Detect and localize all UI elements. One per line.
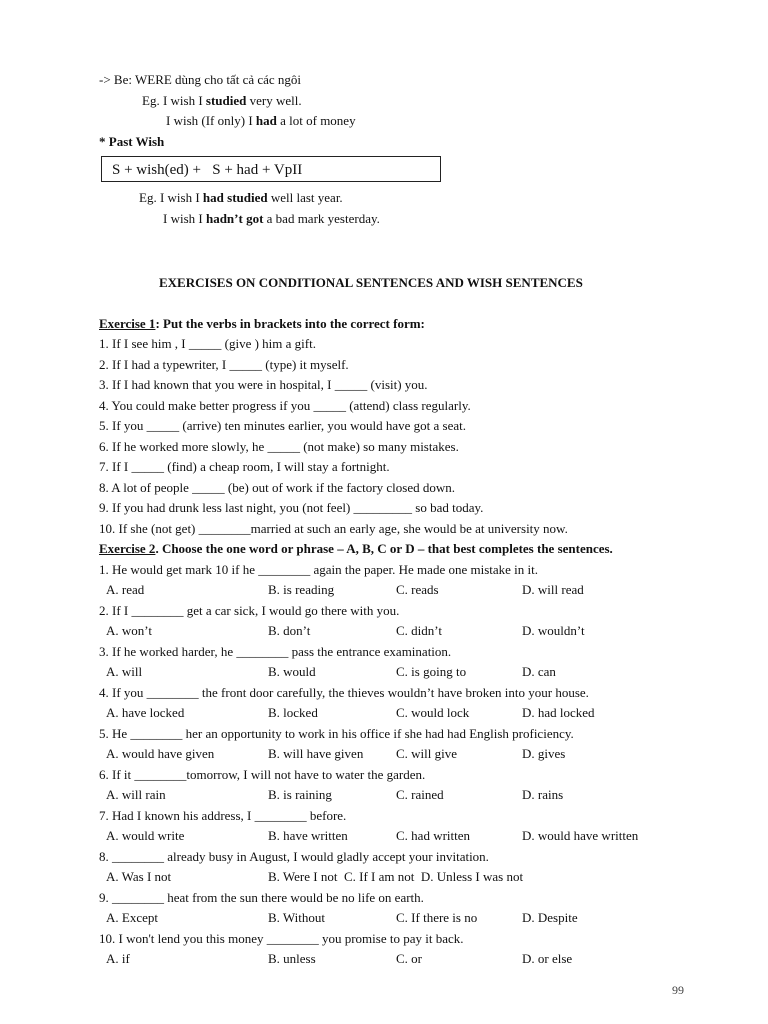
- option-b: B. Without: [268, 910, 326, 925]
- exercise1-item: 8. A lot of people _____ (be) out of work if the factory closed down.: [99, 479, 455, 495]
- option-a: A. will: [106, 664, 143, 679]
- option-c: C. is going to: [396, 664, 467, 679]
- answer-options: [99, 908, 699, 929]
- question-text: 7. Had I known his address, I ________ before.: [99, 807, 347, 823]
- option-a: A. if: [106, 951, 130, 966]
- document-page: [99, 70, 699, 970]
- formula-box: S + wish(ed) + S + had + VpII: [101, 156, 441, 182]
- option-b: B. is raining: [268, 787, 332, 802]
- question-text: 2. If I ________ get a car sick, I would go there with you.: [99, 602, 400, 618]
- option-a: A. will rain: [106, 787, 166, 802]
- option-d: D. Despite: [522, 910, 578, 925]
- option-a: A. would have given: [106, 746, 215, 761]
- exercise1-item: 2. If I had a typewriter, I _____ (type) it myself.: [99, 356, 349, 372]
- answer-options: [99, 785, 699, 806]
- exercise1-item: 3. If I had known that you were in hospital, I _____ (visit) you.: [99, 377, 428, 392]
- answer-options: [99, 826, 699, 847]
- option-d: D. wouldn’t: [522, 623, 585, 638]
- question-text: 6. If it ________tomorrow, I will not have to water the garden.: [99, 766, 426, 782]
- option-a: A. Was I not: [106, 869, 172, 884]
- option-b: B. locked: [268, 705, 318, 720]
- option-a: A. Except: [106, 910, 158, 925]
- answer-options: [99, 703, 699, 724]
- exercise1-item: 5. If you _____ (arrive) ten minutes earlier, you would have got a seat.: [99, 418, 466, 433]
- example-line: Eg. I wish I had studied well last year.: [139, 190, 343, 205]
- section-title: EXERCISES ON CONDITIONAL SENTENCES AND WISH SENTENCES: [159, 275, 583, 290]
- question-text: 8. ________ already busy in August, I would gladly accept your invitation.: [99, 848, 489, 864]
- exercise2-list: [99, 560, 699, 970]
- option-c: C. had written: [396, 828, 471, 843]
- option-b: B. is reading: [268, 582, 335, 597]
- option-d: D. had locked: [522, 705, 595, 720]
- be-rule: -> Be: WERE dùng cho tất cả các ngôi: [99, 72, 302, 87]
- exercise1-item: 4. You could make better progress if you _____ (attend) class regularly.: [99, 397, 471, 413]
- option-d: D. would have written: [522, 828, 639, 843]
- option-c: [396, 867, 522, 888]
- option-b: B. Were I not C. If I am not D. Unless I was not: [268, 869, 524, 884]
- question-text: 9. ________ heat from the sun there would be no life on earth.: [99, 889, 424, 905]
- example-line: I wish I hadn’t got a bad mark yesterday.: [163, 210, 380, 226]
- option-d: D. can: [522, 664, 556, 679]
- option-b: B. don’t: [268, 623, 311, 638]
- option-a: A. have locked: [106, 705, 185, 720]
- option-d: D. will read: [522, 582, 584, 597]
- page-number: 99: [672, 983, 684, 997]
- answer-options: [99, 662, 699, 683]
- option-c: C. reads: [396, 582, 439, 597]
- option-b: B. would: [268, 664, 316, 679]
- exercise2-heading: Exercise 2. Choose the one word or phrase – A, B, C or D – that best completes the sentences.: [99, 541, 613, 556]
- exercise1-item: 6. If he worked more slowly, he _____ (not make) so many mistakes.: [99, 438, 459, 454]
- example-line: I wish (If only) I had a lot of money: [166, 113, 356, 128]
- option-b: B. have written: [268, 828, 348, 843]
- option-d: D. gives: [522, 746, 566, 761]
- option-a: A. won’t: [106, 623, 152, 638]
- exercise1-item: 9. If you had drunk less last night, you (not feel) _________ so bad today.: [99, 500, 484, 515]
- answer-options: [99, 621, 699, 642]
- exercise1-item: 10. If she (not get) ________married at such an early age, she would be at university now.: [99, 520, 568, 536]
- exercise1-heading: Exercise 1: Put the verbs in brackets into the correct form:: [99, 315, 425, 331]
- answer-options: [99, 744, 699, 765]
- option-a: A. read: [106, 582, 145, 597]
- option-a: A. would write: [106, 828, 185, 843]
- example-line: Eg. I wish I studied very well.: [142, 92, 302, 108]
- answer-options: [99, 580, 699, 601]
- option-d: [522, 867, 642, 888]
- exercise1-item: 1. If I see him , I _____ (give ) him a gift.: [99, 336, 316, 351]
- question-text: 10. I won't lend you this money ________ you promise to pay it back.: [99, 930, 464, 946]
- option-b: B. will have given: [268, 746, 364, 761]
- past-wish-heading: * Past Wish: [99, 133, 165, 149]
- question-text: 4. If you ________ the front door carefully, the thieves wouldn’t have broken into your house.: [99, 684, 589, 700]
- option-c: C. or: [396, 951, 422, 966]
- answer-options: [99, 867, 699, 888]
- option-d: D. rains: [522, 787, 564, 802]
- option-c: C. will give: [396, 746, 458, 761]
- option-d: D. or else: [522, 951, 573, 966]
- question-text: 3. If he worked harder, he ________ pass the entrance examination.: [99, 643, 452, 659]
- exercise1-item: 7. If I _____ (find) a cheap room, I will stay a fortnight.: [99, 459, 390, 474]
- answer-options: [99, 949, 699, 970]
- question-text: 5. He ________ her an opportunity to work in his office if she had had English proficiency.: [99, 725, 574, 741]
- option-b: B. unless: [268, 951, 316, 966]
- option-c: C. would lock: [396, 705, 470, 720]
- option-c: C. rained: [396, 787, 444, 802]
- question-text: 1. He would get mark 10 if he ________ again the paper. He made one mistake in it.: [99, 561, 538, 577]
- option-c: C. didn’t: [396, 623, 442, 638]
- exercise1-list: [99, 334, 699, 539]
- option-c: C. If there is no: [396, 910, 478, 925]
